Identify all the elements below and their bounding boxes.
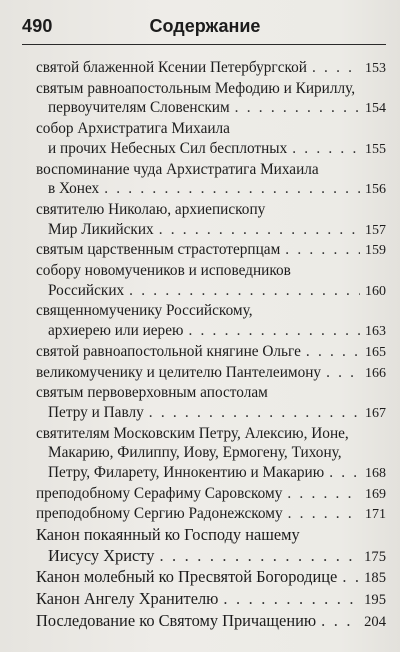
dot-leader [188,321,360,341]
dot-leader [129,281,360,301]
dot-leader [149,403,360,423]
toc-entry-text: святителям Московским Петру, Алексию, Ионе, [36,424,349,442]
toc-entry-text: воспоминание чуда Архистратига Михаила [36,160,319,178]
toc-entry-line [36,79,386,99]
dot-leader [292,139,360,159]
toc-page-number: 155 [365,141,386,157]
toc-entry-line [36,200,386,220]
toc-page-number: 175 [364,548,386,565]
toc-entry-line [36,58,386,79]
toc-entry-line [36,403,386,424]
toc-entry [36,119,386,159]
toc-page-number: 204 [364,613,386,630]
toc-entry-text: святителю Николаю, архиепископу [36,200,266,218]
toc-entry [36,611,386,633]
toc-entry-text: Петру, Филарету, Иннокентию и Макарию [48,464,325,482]
toc-entry-text: архиерею или иерею [48,322,184,340]
toc-entry-line [36,383,386,403]
toc-entry [36,589,386,611]
toc-entry-text: Петру и Павлу [48,403,144,421]
dot-leader [159,546,360,567]
table-of-contents [36,58,386,632]
toc-entry-text: преподобному Сергию Радонежскому [36,505,283,523]
toc-entry [36,79,386,119]
toc-entry-text: священномученику Российскому, [36,302,253,320]
toc-entry-text: Макарию, Филиппу, Иову, Ермогену, Тихону, [48,444,342,462]
toc-page-number: 153 [365,61,386,76]
toc-page-number: 195 [364,591,386,608]
toc-entry [36,383,386,423]
toc-entry-line [36,139,386,160]
toc-entry-line [36,424,386,444]
toc-entry-line [36,484,386,505]
toc-entry-line [36,342,386,363]
toc-page-number: 157 [365,222,386,238]
dot-leader [287,484,360,504]
toc-entry-text: святым первоверховным апостолам [36,384,268,402]
dot-leader [288,504,360,524]
dot-leader [329,463,360,483]
toc-entry-line [36,240,386,261]
dot-leader [306,342,360,362]
toc-entry-text: святым равноапостольным Мефодию и Кириллу, [36,79,356,97]
toc-entry [36,363,386,384]
toc-entry-text: первоучителям Словенским [48,99,230,117]
page-header [0,14,400,42]
toc-entry-text: святой равноапостольной княгине Ольге [36,342,301,360]
dot-leader [326,363,360,383]
toc-entry-text: собору новомучеников и исповедников [36,262,291,280]
toc-entry [36,240,386,261]
toc-entry-text: преподобному Серафиму Саровскому [36,484,283,502]
toc-page-number: 166 [365,365,386,381]
toc-entry-line [36,611,386,633]
toc-page-number: 168 [365,466,386,482]
toc-page-number: 185 [364,570,386,587]
toc-entry [36,567,386,589]
toc-entry-text: Мир Ликийских [48,220,154,238]
toc-entry-line [36,463,386,484]
toc-entry-text: собор Архистратига Михаила [36,120,230,138]
toc-entry-text: великомученику и целителю Пантелеимону [36,363,322,381]
toc-entry [36,58,386,79]
toc-page-number: 154 [365,101,386,117]
toc-entry [36,525,386,567]
toc-page-number: 171 [365,507,386,523]
toc-entry-line [36,363,386,384]
toc-entry-line [36,261,386,281]
toc-entry-line [36,443,386,463]
toc-entry-line [36,281,386,302]
toc-entry-text: Канон Ангелу Хранителю [36,588,219,608]
toc-entry-text: святым царственным страстотерпцам [36,241,281,259]
toc-entry [36,301,386,341]
toc-page-number: 165 [365,344,386,360]
dot-leader [285,240,360,260]
dot-leader [223,589,360,610]
toc-entry-text: Канон молебный ко Пресвятой Богородице [36,567,338,587]
toc-entry [36,424,386,484]
page-number: 490 [22,16,53,36]
toc-page-number: 160 [365,283,386,299]
toc-entry-text: Последование ко Святому Причащению [36,610,317,630]
toc-entry-text: и прочих Небесных Сил бесплотных [48,139,288,157]
toc-entry-line [36,119,386,139]
dot-leader [235,98,360,118]
toc-entry-line [36,160,386,180]
toc-entry [36,342,386,363]
toc-entry-line [36,321,386,342]
toc-page-number: 159 [365,243,386,259]
toc-entry-line [36,98,386,119]
dot-leader [104,179,360,199]
toc-entry-line [36,301,386,321]
toc-entry-text: Канон покаянный ко Господу нашему [36,525,300,545]
toc-entry-line [36,546,386,568]
toc-entry-line [36,504,386,525]
toc-entry-line [36,525,386,546]
toc-entry-line [36,179,386,200]
toc-page-number: 156 [365,182,386,198]
dot-leader [342,567,360,588]
header-rule [22,44,386,45]
toc-entry [36,484,386,505]
toc-entry-text: в Хонех [48,180,100,198]
running-title: Содержание [149,16,261,36]
toc-entry [36,261,386,301]
toc-page-number: 163 [365,324,386,340]
toc-entry-text: Российских [48,281,125,299]
dot-leader [159,220,360,240]
toc-entry-line [36,567,386,589]
toc-entry [36,160,386,200]
toc-page-number: 167 [365,405,386,421]
dot-leader [321,611,360,632]
toc-entry-line [36,220,386,241]
dot-leader [312,58,360,78]
toc-entry [36,504,386,525]
toc-entry-text: Иисусу Христу [48,545,155,565]
toc-entry-line [36,589,386,611]
toc-entry [36,200,386,240]
toc-entry-text: святой блаженной Ксении Петербургской [36,59,307,76]
toc-page-number: 169 [365,486,386,502]
